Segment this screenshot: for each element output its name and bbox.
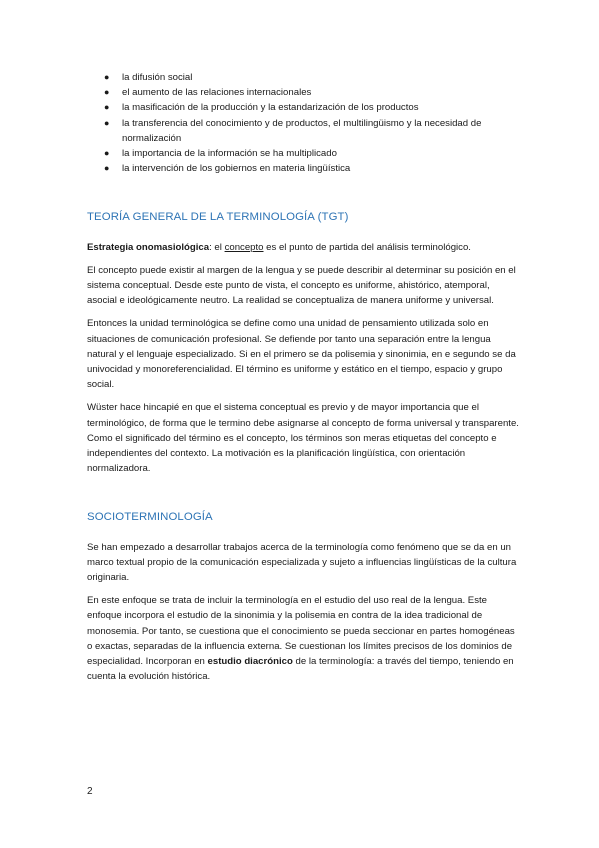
- section-heading-tgt: TEORÍA GENERAL DE LA TERMINOLOGÍA (TGT): [87, 211, 349, 224]
- page-content: [87, 70, 519, 685]
- paragraph: Se han empezado a desarrollar trabajos acerca de la terminología como fenómeno que se da en un marco textual propio de la comunicación especializada y sujeto a influencias lingüísticas de la cultura originaria.: [87, 541, 517, 584]
- paragraph: Entonces la unidad terminológica se define como una unidad de pensamiento utilizada solo en situaciones de comunicación profesional. Se defiende por tanto una separación entre la lengua natural y el lenguaje especializado. Si en el primero se da polisemia y sinonimia, en e segundo se da univocidad y monoreferencialidad. El término es uniforme y estático en el tiempo, espacio y grupo social.: [87, 318, 516, 391]
- bullet-icon: ●: [104, 163, 110, 174]
- paragraph: Wüster hace hincapié en que el sistema conceptual es previo y de mayor importancia que el terminológico, de forma que le termino debe asignarse al concepto de forma universal y transparente. Como el significado del término es el concepto, los términos son meras etiquetas del concepto e independientes del contexto. La motivación es la planificación lingüística, con orientación normalizadora.: [87, 402, 519, 475]
- list-item: ● el aumento de las relaciones internacionales: [87, 85, 519, 100]
- bold-term: estudio diacrónico: [207, 656, 293, 668]
- paragraph: Estrategia onomasiológica: el concepto es el punto de partida del análisis terminológico.: [87, 241, 471, 253]
- bullet-icon: ●: [104, 148, 110, 159]
- paragraph: El concepto puede existir al margen de la lengua y se puede describir al determinar su posición en el sistema conceptual. Desde este punto de vista, el concepto es uniforme, ahistórico, atemporal, asocial e ideológicamente neutro. La realidad se conceptualiza de manera uniforme y universal.: [87, 264, 516, 307]
- section-heading-socio: SOCIOTERMINOLOGÍA: [87, 511, 213, 524]
- underlined-term: concepto: [224, 241, 264, 253]
- list-item: ● la importancia de la información se ha multiplicado: [87, 146, 519, 161]
- list-item: ● la masificación de la producción y la estandarización de los productos: [87, 100, 519, 115]
- list-item: ● la difusión social: [87, 70, 519, 85]
- bullet-list: [87, 70, 519, 176]
- list-item: ● la intervención de los gobiernos en materia lingüística: [87, 161, 519, 176]
- paragraph: En este enfoque se trata de incluir la terminología en el estudio del uso real de la lengua. Este enfoque incorpora el estudio de la sinonimia y la polisemia en contra de la idea tradicional de monosemia. Por tanto, se cuestiona que el conocimiento se pueda seccionar en partes homogéneas o exactas, separadas de la influencia externa. Se cuestionan los límites precisos de los dominios de especialidad. Incorporan en estudio diacrónico de la terminología: a través del tiempo, teniendo en cuenta la evolución histórica.: [87, 595, 515, 683]
- bullet-icon: ●: [104, 102, 110, 113]
- bold-term: Estrategia onomasiológica: [87, 241, 210, 253]
- bullet-icon: ●: [104, 72, 110, 82]
- bullet-icon: ●: [104, 87, 110, 98]
- page-number: 2: [87, 786, 93, 797]
- bullet-icon: ●: [104, 117, 110, 128]
- list-item: ● la transferencia del conocimiento y de productos, el multilingüismo y la necesidad de normalización: [104, 117, 482, 144]
